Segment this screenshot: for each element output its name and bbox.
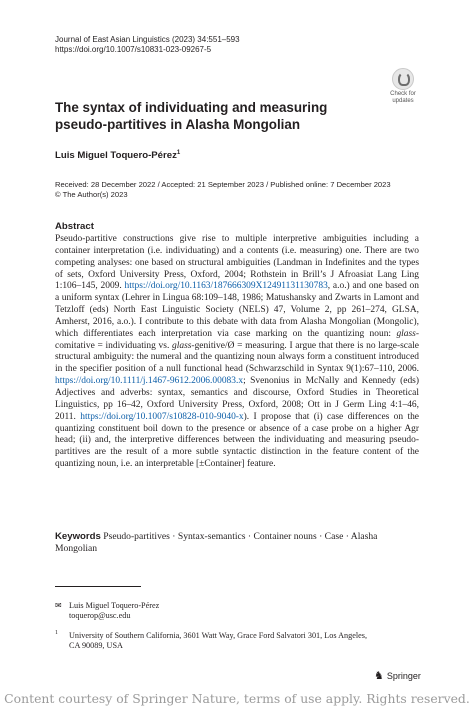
abstract-italic: glass	[172, 340, 192, 351]
doi-link[interactable]: https://doi.org/10.1163/187666309X12491131130783	[124, 281, 328, 292]
abstract-text: Pseudo-partitive constructions give rise to multiple interpretive ambiguities including a container interpretation (i.e. individuating) and a contents (i.e. measuring) one. There are two competing analyses: one based on structural ambiguities (Landman in Indefinites and the types of sets, Oxford University Press, Oxford, 2004; Rothstein in Brill’s J Afroasiat Lang Ling 1:106–145, 2009.	[55, 234, 419, 292]
keywords	[55, 531, 419, 555]
envelope-icon: ✉	[55, 601, 62, 610]
publisher-logo	[374, 669, 421, 682]
article-doi-link[interactable]: https://doi.org/10.1007/s10831-023-09267-5	[55, 45, 212, 54]
abstract-heading: Abstract	[55, 221, 94, 232]
author-affiliation-mark: 1	[176, 150, 181, 156]
journal-header	[55, 35, 240, 55]
author-line	[55, 150, 180, 161]
check-for-updates-icon	[392, 68, 414, 90]
affiliation-line1: University of Southern California, 3601 Watt Way, Grace Ford Salvatori 301, Los Angeles,	[69, 631, 368, 640]
journal-citation: Journal of East Asian Linguistics (2023) 34:551–593	[55, 35, 240, 44]
article-dates	[55, 180, 391, 200]
springer-horse-icon: ♞	[374, 669, 384, 682]
abstract-text: ). I propose that (i) case differences on the quantizing constituent boil down to the presence or absence of a case probe on a higher Agr head; (ii) and, the interpretive differences between the individuating and measuring pseudo-partitives are the result of a more subtle syntactic distinction in the feature content of the quantizing noun, i.e. an interpretable [±Container] feature.	[55, 411, 419, 470]
abstract-text: -comitative = individuating vs.	[55, 328, 419, 351]
corresponding-author-email[interactable]: toquerop@usc.edu	[69, 611, 131, 620]
corresponding-author-name: Luis Miguel Toquero-Pérez	[69, 601, 160, 610]
correspondence	[55, 601, 160, 620]
copyright-line: © The Author(s) 2023	[55, 190, 128, 199]
doi-link[interactable]: https://doi.org/10.1007/s10828-010-9040-x	[80, 411, 244, 422]
keywords-label: Keywords	[55, 531, 101, 542]
abstract-text: -genitive/Ø = measuring. I argue that there is no large-scale structural ambiguity: the numeral and the quantizing noun always form a constituent introduced in the specifier position of a null functional head (Schwarzschild in Syntax 9(1):67–110, 2006.	[55, 340, 419, 375]
abstract-body	[55, 234, 419, 471]
check-for-updates-badge[interactable]	[386, 68, 420, 102]
badge-label-line2: updates	[392, 98, 414, 104]
keywords-list: Pseudo-partitives · Syntax-semantics · Container nouns · Case · Alasha Mongolian	[55, 531, 378, 554]
affiliation-number: 1	[55, 630, 58, 636]
courtesy-notice: Content courtesy of Springer Nature, terms of use apply. Rights reserved.	[4, 691, 470, 706]
publisher-name: Springer	[386, 670, 421, 681]
abstract-text: , a.o.) and one based on a uniform syntax (Lehrer in Lingua 68:109–148, 1986; Matushansky and Zwarts in Lamont and Tetzloff (eds) North East Linguistic Society (NELS) 47, Volume 2, pp 261–274, GLSA, Amherst, 2016, a.o.). I contribute to this debate with data from Alasha Mongolian (Mongolic), which differentiates each interpretation via case marking on the quantizing noun:	[55, 281, 419, 339]
badge-label-line1: Check for	[390, 91, 416, 97]
publication-dates: Received: 28 December 2022 / Accepted: 21 September 2023 / Published online: 7 December 2023	[55, 180, 391, 189]
affiliation-line2: CA 90089, USA	[69, 641, 123, 650]
footnote-divider	[55, 586, 141, 587]
abstract-italic: glass	[396, 328, 416, 339]
article-title: The syntax of individuating and measuring pseudo-partitives in Alasha Mongolian	[55, 100, 328, 132]
author-name[interactable]: Luis Miguel Toquero-Pérez	[55, 150, 177, 162]
abstract-text: ; Svenonius in McNally and Kennedy (eds) Adjectives and adverbs: syntax, semantics and discourse, Oxford Studies in Theoretical Linguistics, pp 16–42, Oxford University Press, Oxford, 2008; Ott in J Germ Ling 4:1–46, 2011.	[55, 376, 419, 422]
doi-link[interactable]: https://doi.org/10.1111/j.1467-9612.2006.00083.x	[55, 376, 244, 387]
